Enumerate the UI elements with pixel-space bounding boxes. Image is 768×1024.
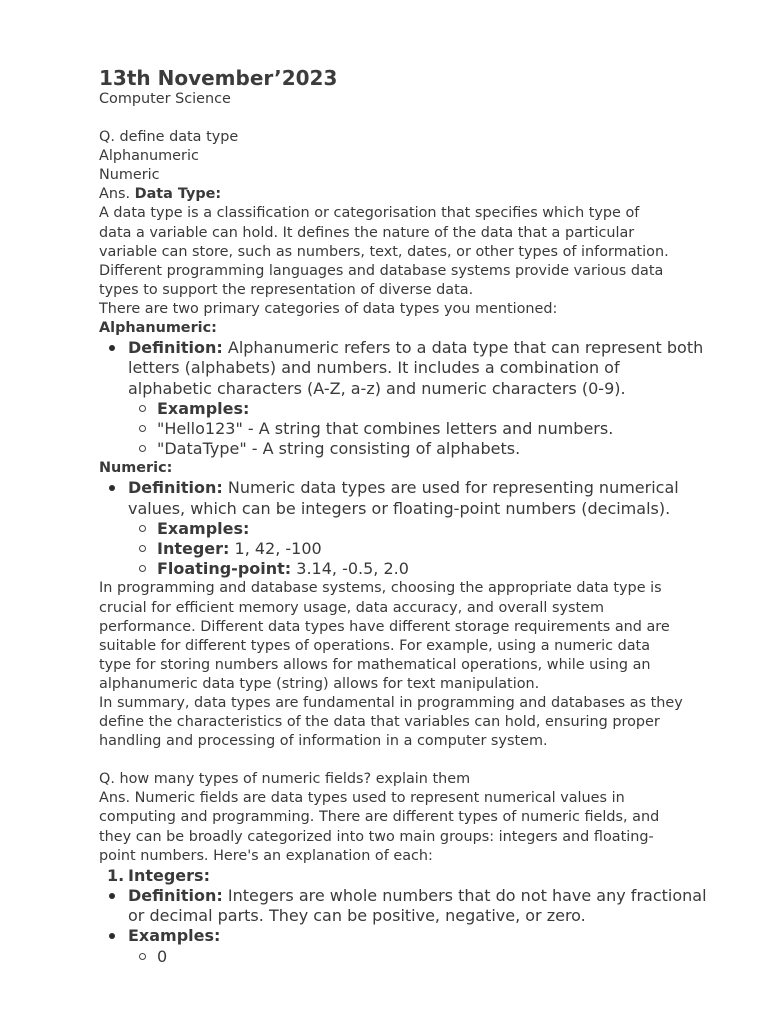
spacer (99, 109, 728, 128)
ans-prefix: Ans. (99, 186, 135, 203)
examples-label: Examples: (99, 399, 728, 419)
example-item: "Hello123" - A string that combines letters and numbers. (99, 419, 728, 439)
integer-values: 1, 42, -100 (229, 539, 322, 559)
numeric-examples-list (99, 519, 728, 580)
para-line: Different programming languages and database systems provide various data (99, 262, 664, 279)
integers-item (99, 866, 728, 886)
alphanumeric-examples-list (99, 399, 728, 460)
integers-details-list (99, 886, 728, 947)
numeric-list (99, 478, 728, 518)
integers-examples-item: Examples: (99, 926, 728, 946)
float-label: Floating-point: (157, 559, 292, 579)
closing-line: performance. Different data types have different storage requirements and are (99, 618, 670, 635)
alphanumeric-definition-item (99, 338, 728, 399)
alphanumeric-list (99, 338, 728, 399)
answer-1-heading (99, 185, 728, 204)
numeric-heading: Numeric: (99, 460, 173, 477)
para-line: types to support the representation of diverse data. (99, 281, 474, 298)
definition-label: Definition: (128, 885, 223, 905)
para-line: There are two primary categories of data types you mentioned: (99, 300, 558, 317)
ans-heading: Data Type: (134, 186, 222, 203)
page-date-title: 13th November’2023 (99, 66, 338, 90)
integer-example (99, 539, 728, 559)
item-number: 1. (107, 865, 125, 885)
answer-2-line: they can be broadly categorized into two main groups: integers and floating- (99, 828, 654, 845)
definition-text: Numeric data types are used for representing numerical (222, 478, 679, 498)
closing-line: alphanumeric data type (string) allows for text manipulation. (99, 675, 540, 692)
integers-examples-list (99, 947, 728, 967)
definition-label: Definition: (128, 338, 223, 358)
para-line: A data type is a classification or categorisation that specifies which type of (99, 205, 640, 222)
question-2: Q. how many types of numeric fields? explain them (99, 771, 471, 788)
definition-label: Definition: (128, 478, 223, 498)
para-line: data a variable can hold. It defines the nature of the data that a particular (99, 224, 635, 241)
examples-label: Examples: (99, 519, 728, 539)
definition-text: alphabetic characters (A-Z, a-z) and numeric characters (0-9). (128, 378, 626, 398)
closing-line: In programming and database systems, choosing the appropriate data type is (99, 580, 662, 597)
definition-text: Integers are whole numbers that do not have any fractional (222, 885, 707, 905)
answer-2-line: Ans. Numeric fields are data types used to represent numerical values in (99, 790, 625, 807)
para-line: variable can store, such as numbers, text, dates, or other types of information. (99, 243, 669, 260)
numeric-definition-item (99, 478, 728, 518)
closing-line: suitable for different types of operations. For example, using a numeric data (99, 637, 651, 654)
example-item: "DataType" - A string consisting of alphabets. (99, 439, 728, 459)
alphanumeric-heading: Alphanumeric: (99, 320, 217, 337)
example-item: 0 (99, 947, 728, 967)
integer-label: Integer: (157, 539, 230, 559)
option-numeric: Numeric (99, 167, 160, 184)
answer-2-line: computing and programming. There are different types of numeric fields, and (99, 809, 660, 826)
closing-line: define the characteristics of the data that variables can hold, ensuring proper (99, 714, 660, 731)
float-values: 3.14, -0.5, 2.0 (291, 559, 409, 579)
question-1: Q. define data type (99, 129, 239, 146)
definition-text: values, which can be integers or floating-point numbers (decimals). (128, 498, 671, 518)
integers-definition-item (99, 886, 728, 926)
definition-text: or decimal parts. They can be positive, negative, or zero. (128, 906, 586, 926)
definition-text: letters (alphabets) and numbers. It includes a combination of (128, 358, 620, 378)
float-example (99, 559, 728, 579)
closing-line: In summary, data types are fundamental in programming and databases as they (99, 695, 683, 712)
closing-line: type for storing numbers allows for mathematical operations, while using an (99, 656, 651, 673)
spacer (99, 751, 728, 770)
integers-label: Integers: (128, 865, 210, 885)
closing-line: crucial for efficient memory usage, data accuracy, and overall system (99, 599, 604, 616)
subject-line: Computer Science (99, 91, 231, 107)
answer-2-line: point numbers. Here's an explanation of each: (99, 847, 433, 864)
numeric-types-list (99, 866, 728, 886)
option-alphanumeric: Alphanumeric (99, 148, 199, 165)
definition-text: Alphanumeric refers to a data type that can represent both (222, 338, 704, 358)
closing-line: handling and processing of information in a computer system. (99, 733, 548, 750)
